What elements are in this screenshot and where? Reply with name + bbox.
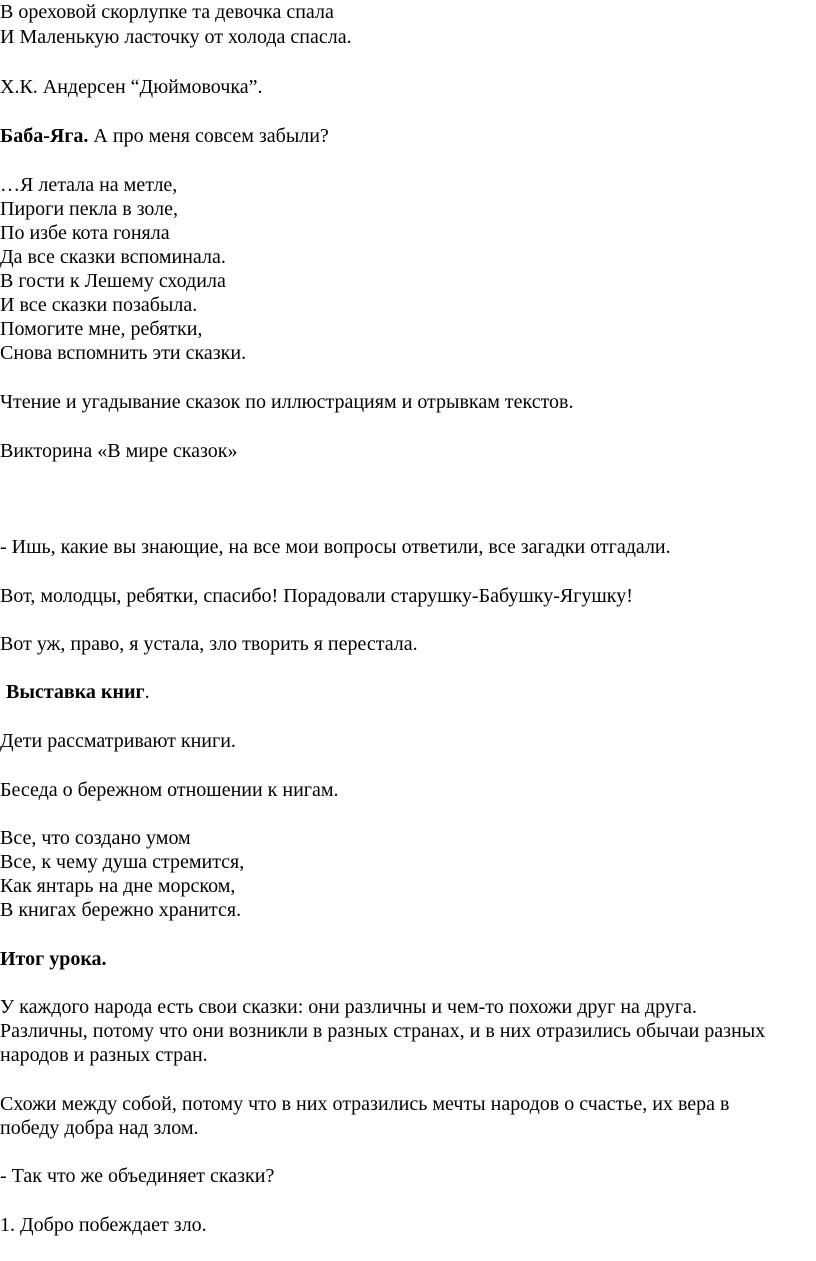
summary-p1-line-3: народов и разных стран. bbox=[0, 1044, 208, 1066]
poem-intro-line-2: И Маленькую ласточку от холода спасла. bbox=[0, 26, 352, 48]
books-poem-line-2: Все, к чему душа стремится, bbox=[0, 851, 245, 873]
poem-intro-line-1: В ореховой скорлупке та девочка спала bbox=[0, 1, 334, 23]
baba-yaga-poem-line-7: Помогите мне, ребятки, bbox=[0, 318, 203, 340]
question: - Так что же объединяет сказки? bbox=[0, 1165, 275, 1187]
praise-line-1: - Ишь, какие вы знающие, на все мои вопросы ответили, все загадки отгадали. bbox=[0, 536, 671, 558]
lesson-summary-title: Итог урока. bbox=[0, 948, 107, 970]
conversation: Беседа о бережном отношении к нигам. bbox=[0, 779, 339, 801]
speaker-text: А про меня совсем забыли? bbox=[88, 125, 329, 147]
summary-p1-line-2: Различны, потому что они возникли в разных странах, и в них отразились обычаи разных bbox=[0, 1020, 766, 1042]
books-poem-line-3: Как янтарь на дне морском, bbox=[0, 875, 236, 897]
summary-p2-line-2: победу добра над злом. bbox=[0, 1117, 199, 1139]
baba-yaga-poem-line-8: Снова вспомнить эти сказки. bbox=[0, 342, 247, 364]
quiz-title: Викторина «В мире сказок» bbox=[0, 440, 238, 462]
answer-1: 1. Добро побеждает зло. bbox=[0, 1214, 207, 1236]
baba-yaga-poem-line-4: Да все сказки вспоминала. bbox=[0, 246, 226, 268]
praise-line-2: Вот, молодцы, ребятки, спасибо! Порадовали старушку-Бабушку-Ягушку! bbox=[0, 585, 633, 607]
summary-p2-line-1: Схожи между собой, потому что в них отразились мечты народов о счастье, их вера в bbox=[0, 1093, 730, 1115]
books-poem-line-1: Все, что создано умом bbox=[0, 827, 191, 849]
baba-yaga-poem-line-6: И все сказки позабыла. bbox=[0, 294, 198, 316]
speaker-name: Баба-Яга. bbox=[0, 125, 89, 147]
book-exhibition bbox=[6, 680, 150, 704]
baba-yaga-poem-line-3: По избе кота гоняла bbox=[0, 222, 170, 244]
baba-yaga-poem-line-5: В гости к Лешему сходила bbox=[0, 270, 226, 292]
baba-yaga-intro bbox=[0, 124, 329, 148]
children-view: Дети рассматривают книги. bbox=[0, 730, 236, 752]
baba-yaga-poem-line-2: Пироги пекла в золе, bbox=[0, 198, 179, 220]
book-exhibition-period: . bbox=[144, 681, 150, 703]
reading-activity: Чтение и угадывание сказок по иллюстрациям и отрывкам текстов. bbox=[0, 391, 574, 413]
attribution: Х.К. Андерсен “Дюймовочка”. bbox=[0, 76, 263, 98]
book-exhibition-title: Выставка книг bbox=[6, 681, 145, 703]
praise-line-3: Вот уж, право, я устала, зло творить я перестала. bbox=[0, 633, 418, 655]
books-poem-line-4: В книгах бережно хранится. bbox=[0, 899, 242, 921]
baba-yaga-poem-line-1: …Я летала на метле, bbox=[0, 174, 178, 196]
summary-p1-line-1: У каждого народа есть свои сказки: они различны и чем-то похожи друг на друга. bbox=[0, 996, 697, 1018]
